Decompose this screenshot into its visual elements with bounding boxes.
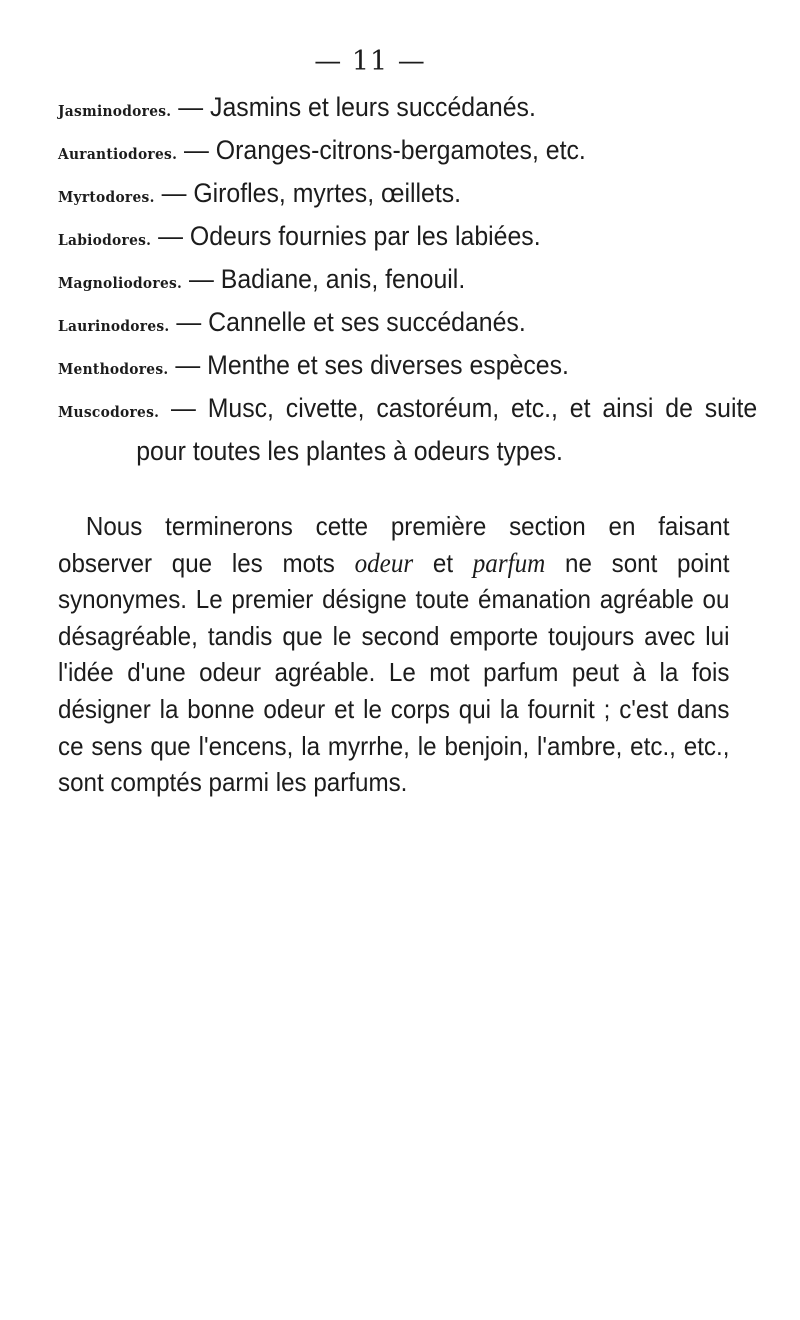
- entry-description: — Odeurs fournies par les labiées.: [151, 221, 541, 251]
- page-number: — 11 —: [314, 46, 426, 77]
- entry-description: — Oranges-citrons-bergamotes, etc.: [177, 135, 586, 165]
- entry-term: Myrtodores.: [58, 188, 155, 206]
- list-item: [58, 131, 647, 174]
- odor-classification-list: [58, 88, 758, 471]
- entry-term: Laurinodores.: [58, 317, 170, 335]
- italic-word-odeur: odeur: [354, 547, 414, 578]
- entry-term: Jasminodores.: [58, 102, 172, 120]
- entry-description: — Girofles, myrtes, œillets.: [154, 178, 462, 208]
- paragraph-text-part: ne sont point synonymes. Le premier désigne toute émanation agréable ou désagréable, tandis que le second emporte toujours avec lui l'idée d'une odeur agréable. Le mot parfum peut à la fois désigner la bonne odeur et le corps qui la fournit ; c'est dans ce sens que l'encens, la myrrhe, le benjoin, l'ambre, etc., etc., sont comptés parmi les parfums.: [58, 547, 730, 798]
- entry-description: — Badiane, anis, fenouil.: [182, 264, 466, 294]
- italic-word-parfum: parfum: [472, 547, 546, 578]
- body-paragraph: [58, 508, 730, 801]
- list-item: [58, 88, 647, 131]
- entry-description: — Menthe et ses diverses espèces.: [168, 350, 569, 380]
- list-item: [58, 303, 647, 346]
- paragraph-text-part: et: [413, 547, 473, 578]
- entry-description: — Cannelle et ses succédanés.: [169, 307, 526, 337]
- entry-term: Muscodores.: [58, 403, 160, 421]
- list-item: [58, 174, 647, 217]
- entry-term: Labiodores.: [58, 231, 152, 249]
- entry-description: — Jasmins et leurs succédanés.: [171, 92, 536, 122]
- entry-term: Aurantiodores.: [58, 145, 178, 163]
- list-item: [58, 389, 757, 471]
- list-item: [58, 217, 647, 260]
- list-item: [58, 346, 647, 389]
- paragraph-text: [58, 508, 729, 801]
- entry-term: Menthodores.: [58, 360, 169, 378]
- entry-term: Magnoliodores.: [58, 274, 183, 292]
- entry-description: — Musc, civette, castoréum, etc., et ainsi de suite pour toutes les plantes à odeurs types.: [136, 393, 758, 466]
- list-item: [58, 260, 647, 303]
- paragraph-text-part: Nous terminerons cette première section en faisant observer que les mots: [58, 511, 730, 578]
